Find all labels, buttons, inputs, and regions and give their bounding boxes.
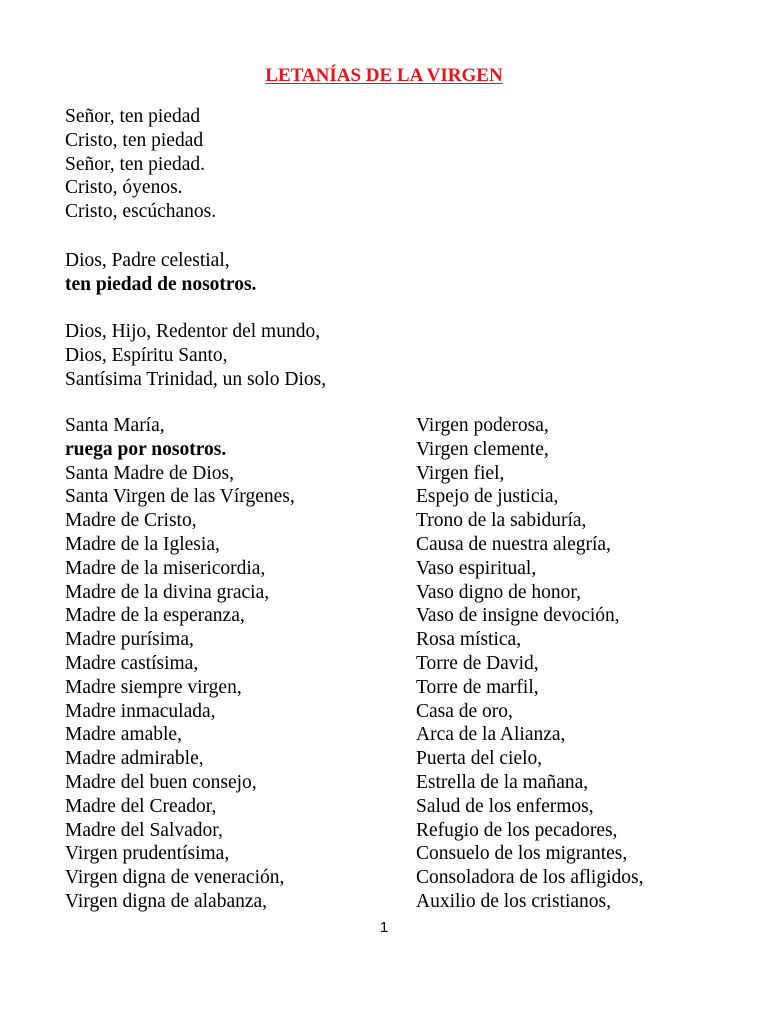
left-column-line: Madre del Salvador, bbox=[65, 819, 223, 841]
page-number: 1 bbox=[379, 919, 389, 936]
left-column-line: Madre de la esperanza, bbox=[65, 605, 245, 627]
right-column-line: Consoladora de los afligidos, bbox=[416, 867, 644, 889]
left-column bbox=[65, 414, 295, 914]
trinity-block bbox=[65, 320, 326, 391]
intro-line: Señor, ten piedad bbox=[65, 106, 201, 127]
right-column-line: Salud de los enfermos, bbox=[416, 795, 594, 817]
trinity-line: Dios, Espíritu Santo, bbox=[65, 344, 228, 366]
father-response: ten piedad de nosotros. bbox=[65, 273, 257, 295]
right-column-line: Causa de nuestra alegría, bbox=[416, 533, 611, 555]
father-invocation: Dios, Padre celestial, bbox=[65, 250, 230, 271]
left-column-line: Virgen digna de veneración, bbox=[65, 867, 285, 889]
right-column bbox=[416, 414, 643, 914]
intro-line: Cristo, ten piedad bbox=[65, 129, 204, 151]
left-column-line: Madre de la divina gracia, bbox=[65, 581, 270, 603]
right-column-line: Virgen fiel, bbox=[416, 462, 505, 484]
intro-line: Señor, ten piedad. bbox=[65, 153, 206, 175]
right-column-line: Puerta del cielo, bbox=[416, 748, 543, 770]
left-column-line: Santa Madre de Dios, bbox=[65, 462, 234, 484]
right-column-line: Casa de oro, bbox=[416, 700, 513, 722]
right-column-line: Vaso de insigne devoción, bbox=[416, 605, 620, 627]
right-column-line: Arca de la Alianza, bbox=[416, 724, 566, 746]
trinity-line: Dios, Hijo, Redentor del mundo, bbox=[65, 321, 321, 342]
left-column-line: Madre de la misericordia, bbox=[65, 557, 266, 579]
left-column-line: Madre castísima, bbox=[65, 652, 199, 674]
document-title bbox=[0, 64, 768, 88]
right-column-line: Torre de marfil, bbox=[416, 676, 539, 698]
intro-line: Cristo, escúchanos. bbox=[65, 201, 217, 223]
right-column-line: Estrella de la mañana, bbox=[416, 771, 589, 793]
intro-line: Cristo, óyenos. bbox=[65, 177, 183, 199]
right-column-line: Consuelo de los migrantes, bbox=[416, 843, 628, 865]
father-block bbox=[65, 249, 256, 297]
left-column-response: ruega por nosotros. bbox=[65, 438, 227, 460]
intro-block bbox=[65, 105, 216, 224]
right-column-line: Auxilio de los cristianos, bbox=[416, 890, 611, 912]
left-column-line: Madre inmaculada, bbox=[65, 700, 216, 722]
right-column-line: Trono de la sabiduría, bbox=[416, 510, 587, 532]
right-column-line: Rosa mística, bbox=[416, 629, 522, 651]
left-column-line: Madre purísima, bbox=[65, 629, 194, 651]
left-column-line: Madre de Cristo, bbox=[65, 510, 197, 532]
left-column-line: Madre de la Iglesia, bbox=[65, 533, 220, 555]
left-column-first: Santa María, bbox=[65, 415, 165, 436]
right-column-line: Virgen poderosa, bbox=[416, 415, 549, 436]
left-column-line: Madre amable, bbox=[65, 724, 182, 746]
left-column-line: Virgen prudentísima, bbox=[65, 843, 230, 865]
right-column-line: Espejo de justicia, bbox=[416, 486, 559, 508]
left-column-line: Virgen digna de alabanza, bbox=[65, 890, 268, 912]
right-column-line: Torre de David, bbox=[416, 652, 539, 674]
right-column-line: Refugio de los pecadores, bbox=[416, 819, 618, 841]
document-title-text: LETANÍAS DE LA VIRGEN bbox=[265, 65, 503, 86]
right-column-line: Vaso digno de honor, bbox=[416, 581, 581, 603]
left-column-line: Madre admirable, bbox=[65, 748, 204, 770]
left-column-line: Madre del Creador, bbox=[65, 795, 217, 817]
left-column-line: Madre del buen consejo, bbox=[65, 771, 257, 793]
right-column-line: Virgen clemente, bbox=[416, 438, 549, 460]
left-column-line: Santa Virgen de las Vírgenes, bbox=[65, 486, 295, 508]
trinity-line: Santísima Trinidad, un solo Dios, bbox=[65, 368, 327, 390]
left-column-line: Madre siempre virgen, bbox=[65, 676, 242, 698]
right-column-line: Vaso espiritual, bbox=[416, 557, 537, 579]
